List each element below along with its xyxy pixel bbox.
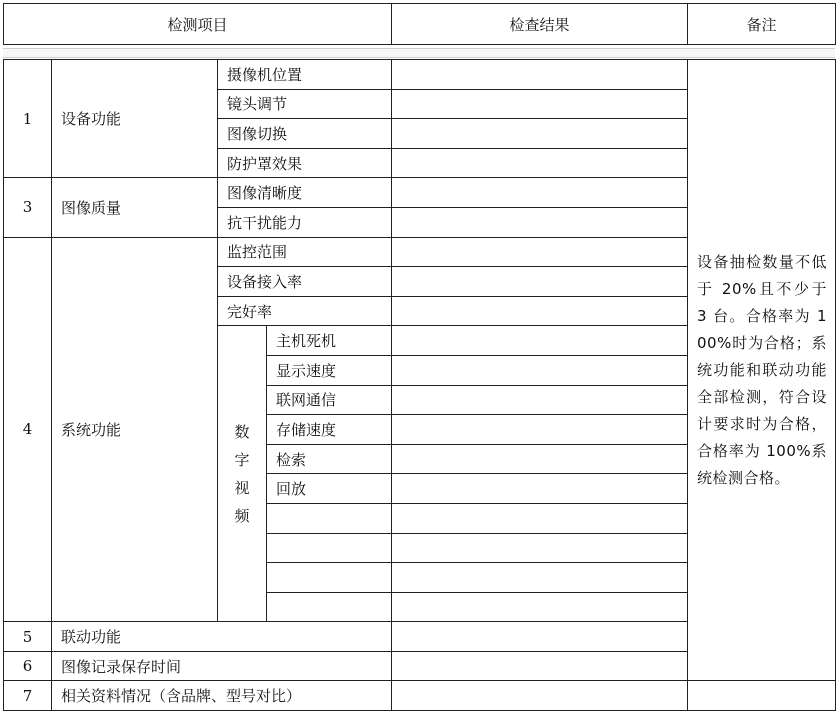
item-camera-position: 摄像机位置	[218, 60, 392, 90]
sub-item-storage-speed: 存储速度	[267, 415, 392, 445]
result-cell[interactable]	[392, 385, 688, 415]
sub-item-network-comm: 联网通信	[267, 385, 392, 415]
result-cell[interactable]	[392, 267, 688, 297]
result-cell[interactable]	[392, 622, 688, 652]
sub-item-display-speed: 显示速度	[267, 355, 392, 385]
digital-video-char: 数	[234, 422, 250, 441]
result-cell[interactable]	[392, 207, 688, 237]
row-number: 6	[4, 651, 52, 681]
result-cell[interactable]	[392, 681, 688, 711]
header-note: 备注	[688, 4, 836, 45]
item-device-access-rate: 设备接入率	[218, 267, 392, 297]
result-cell[interactable]	[392, 119, 688, 149]
row-number: 4	[4, 237, 52, 622]
item-anti-interference: 抗干扰能力	[218, 207, 392, 237]
sub-item-playback: 回放	[267, 474, 392, 504]
header-check-item: 检测项目	[4, 4, 392, 45]
result-cell[interactable]	[392, 503, 688, 533]
sub-item-host-crash: 主机死机	[267, 326, 392, 356]
digital-video-char: 字	[234, 450, 250, 469]
sub-item-empty	[267, 592, 392, 622]
item-image-switch: 图像切换	[218, 119, 392, 149]
item-monitor-range: 监控范围	[218, 237, 392, 267]
item-housing-effect: 防护罩效果	[218, 148, 392, 178]
page-break-divider	[3, 48, 835, 58]
digital-video-char: 视	[234, 478, 250, 497]
item-intact-rate: 完好率	[218, 296, 392, 326]
result-cell[interactable]	[392, 533, 688, 563]
sub-item-empty	[267, 503, 392, 533]
row-number: 3	[4, 178, 52, 237]
result-cell[interactable]	[392, 651, 688, 681]
table-row	[4, 681, 836, 711]
result-cell[interactable]	[392, 474, 688, 504]
row-number: 7	[4, 681, 52, 711]
table-row	[4, 60, 836, 90]
sub-item-empty	[267, 563, 392, 593]
result-cell[interactable]	[392, 415, 688, 445]
note-cell[interactable]	[688, 681, 836, 711]
sub-item-retrieval: 检索	[267, 444, 392, 474]
result-cell[interactable]	[392, 60, 688, 90]
row-number: 1	[4, 60, 52, 178]
result-cell[interactable]	[392, 444, 688, 474]
result-cell[interactable]	[392, 148, 688, 178]
category-linkage-function: 联动功能	[52, 622, 392, 652]
result-cell[interactable]	[392, 355, 688, 385]
result-cell[interactable]	[392, 592, 688, 622]
digital-video-char: 频	[234, 506, 250, 525]
inspection-table	[3, 59, 836, 711]
item-image-clarity: 图像清晰度	[218, 178, 392, 208]
category-image-retention: 图像记录保存时间	[52, 651, 392, 681]
result-cell[interactable]	[392, 326, 688, 356]
digital-video-label	[218, 326, 267, 622]
result-cell[interactable]	[392, 89, 688, 119]
remark-cell: 设备抽检数量不低于 20%且不少于 3 台。合格率为 100%时为合格；系统功能和联动功能全部检测，符合设计要求时为合格，合格率为 100%系统检测合格。	[688, 60, 836, 681]
result-cell[interactable]	[392, 296, 688, 326]
header-table	[3, 3, 836, 45]
category-image-quality: 图像质量	[52, 178, 218, 237]
category-related-documents: 相关资料情况（含品牌、型号对比）	[52, 681, 392, 711]
result-cell[interactable]	[392, 563, 688, 593]
category-device-function: 设备功能	[52, 60, 218, 178]
category-system-function: 系统功能	[52, 237, 218, 622]
header-check-result: 检查结果	[392, 4, 688, 45]
row-number: 5	[4, 622, 52, 652]
sub-item-empty	[267, 533, 392, 563]
result-cell[interactable]	[392, 178, 688, 208]
result-cell[interactable]	[392, 237, 688, 267]
item-lens-adjust: 镜头调节	[218, 89, 392, 119]
header-row	[4, 4, 836, 45]
